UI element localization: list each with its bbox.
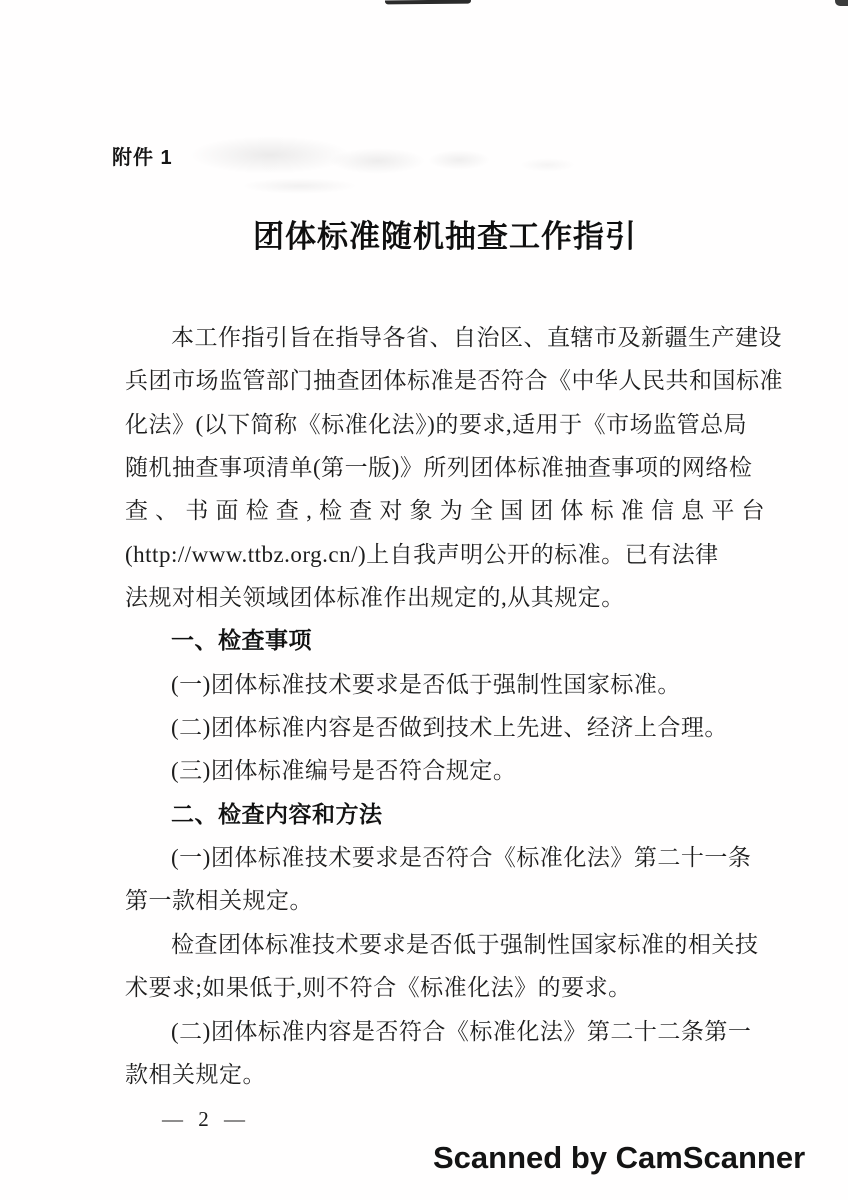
scan-smudge <box>520 158 575 172</box>
body-line: 二、检查内容和方法 <box>171 800 383 827</box>
body-line: (http://www.ttbz.org.cn/)上自我声明公开的标准。已有法律 <box>125 541 719 567</box>
body-line: (一)团体标准技术要求是否低于强制性国家标准。 <box>171 671 681 697</box>
scan-artifact-corner-mark <box>835 0 848 6</box>
page-number: — 2 — <box>162 1107 250 1131</box>
body-line: 随机抽查事项清单(第一版)》所列团体标准抽查事项的网络检 <box>125 455 753 481</box>
body-line: 本工作指引旨在指导各省、自治区、直辖市及新疆生产建设 <box>171 325 782 350</box>
body-line: (三)团体标准编号是否符合规定。 <box>171 758 517 784</box>
scan-smudge <box>190 136 350 174</box>
document-body <box>125 316 783 1096</box>
body-line: 术要求;如果低于,则不符合《标准化法》的要求。 <box>125 975 632 1001</box>
body-line: 兵团市场监管部门抽查团体标准是否符合《中华人民共和国标准 <box>125 368 783 394</box>
scan-artifact-top-streak <box>385 0 471 4</box>
body-line: 法规对相关领域团体标准作出规定的,从其规定。 <box>125 585 625 611</box>
body-line: 查、书面检查,检查对象为全国团体标准信息平台 <box>125 498 765 524</box>
document-title: 团体标准随机抽查工作指引 <box>253 219 637 254</box>
scan-smudge <box>428 150 490 170</box>
body-line: (二)团体标准内容是否做到技术上先进、经济上合理。 <box>171 715 728 741</box>
body-line: 化法》(以下简称《标准化法》)的要求,适用于《市场监管总局 <box>125 411 748 437</box>
body-line: (一)团体标准技术要求是否符合《标准化法》第二十一条 <box>171 845 752 871</box>
scan-smudge <box>242 178 357 194</box>
camscanner-watermark: Scanned by CamScanner <box>433 1140 806 1175</box>
body-line: 款相关规定。 <box>125 1061 266 1087</box>
body-line: (二)团体标准内容是否符合《标准化法》第二十二条第一 <box>171 1018 752 1044</box>
scan-smudge <box>330 148 425 174</box>
body-line: 第一款相关规定。 <box>125 888 313 914</box>
body-line: 一、检查事项 <box>171 627 312 654</box>
body-line: 检查团体标准技术要求是否低于强制性国家标准的相关技 <box>171 931 759 957</box>
attachment-label: 附件 1 <box>112 147 173 169</box>
